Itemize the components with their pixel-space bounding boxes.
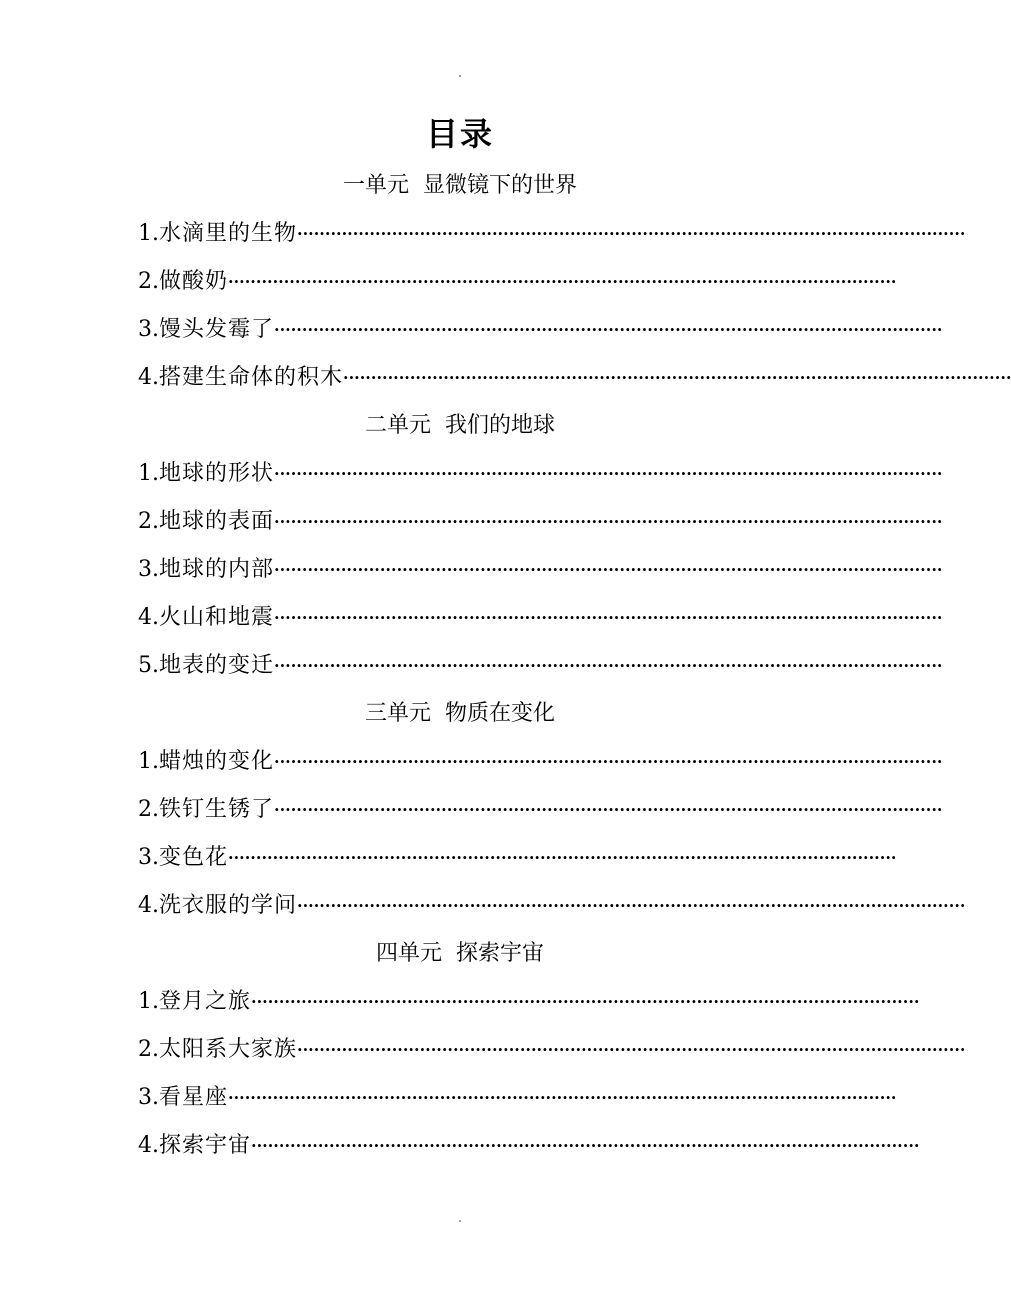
entry-number: 3. (138, 1085, 159, 1110)
entry-label: 地球的内部 (159, 557, 275, 582)
entry-label: 探索宇宙 (159, 1133, 252, 1158)
entry-number: 1. (138, 989, 159, 1014)
entry-label: 登月之旅 (159, 989, 252, 1014)
dot-leader: ························································································································ (274, 320, 943, 339)
entry-number: 4. (138, 893, 159, 918)
toc-entry[interactable] (138, 642, 943, 690)
entry-number: 1. (138, 221, 159, 246)
unit-heading: 二单元 我们的地球 (365, 413, 555, 438)
dot-leader: ························································································································ (228, 1088, 897, 1107)
entry-number: 3. (138, 317, 159, 342)
entry-number: 4. (138, 1133, 159, 1158)
toc-entry[interactable] (138, 450, 943, 498)
dot-leader: ························································································································ (274, 464, 943, 483)
toc-entry[interactable] (138, 354, 1011, 402)
unit-heading: 四单元 探索宇宙 (376, 941, 544, 966)
dot-leader: ························································································································ (297, 1040, 966, 1059)
toc-unit-2 (0, 402, 943, 690)
toc-unit-3 (0, 690, 966, 930)
table-of-contents (0, 112, 1011, 1170)
toc-entry[interactable] (138, 498, 943, 546)
page-footer-dot (459, 1220, 461, 1222)
toc-unit-1 (0, 162, 1011, 402)
entry-number: 3. (138, 557, 159, 582)
dot-leader: ························································································································ (297, 896, 966, 915)
entry-number: 2. (138, 509, 159, 534)
entry-number: 1. (138, 461, 159, 486)
entry-label: 蜡烛的变化 (159, 749, 275, 774)
toc-entry[interactable] (138, 594, 943, 642)
toc-unit-4 (0, 930, 966, 1170)
entry-label: 搭建生命体的积木 (159, 365, 344, 390)
entry-label: 馒头发霉了 (159, 317, 275, 342)
entry-label: 太阳系大家族 (159, 1037, 298, 1062)
entry-number: 2. (138, 797, 159, 822)
entry-label: 地球的形状 (159, 461, 275, 486)
entry-number: 4. (138, 365, 159, 390)
toc-entry[interactable] (138, 306, 943, 354)
toc-entry[interactable] (138, 882, 966, 930)
entry-label: 做酸奶 (159, 269, 229, 294)
entry-number: 4. (138, 605, 159, 630)
toc-entry[interactable] (138, 786, 943, 834)
entry-number: 1. (138, 749, 159, 774)
dot-leader: ························································································································ (343, 368, 1011, 387)
toc-entry[interactable] (138, 1122, 920, 1170)
entry-number: 2. (138, 269, 159, 294)
entry-label: 地球的表面 (159, 509, 275, 534)
page-header-dot (459, 75, 461, 77)
dot-leader: ························································································································ (228, 848, 897, 867)
entry-number: 5. (138, 653, 159, 678)
toc-entry[interactable] (138, 546, 943, 594)
entry-label: 洗衣服的学问 (159, 893, 298, 918)
toc-entry[interactable] (138, 210, 966, 258)
dot-leader: ························································································································ (274, 512, 943, 531)
toc-entry[interactable] (138, 978, 920, 1026)
toc-title: 目录 (425, 115, 494, 153)
dot-leader: ························································································································ (297, 224, 966, 243)
dot-leader: ························································································································ (274, 752, 943, 771)
entry-label: 地表的变迁 (159, 653, 275, 678)
toc-entry[interactable] (138, 834, 897, 882)
toc-entry[interactable] (138, 738, 943, 786)
dot-leader: ························································································································ (251, 992, 920, 1011)
unit-heading: 一单元 显微镜下的世界 (343, 173, 577, 198)
dot-leader: ························································································································ (274, 560, 943, 579)
entry-label: 铁钉生锈了 (159, 797, 275, 822)
toc-entry[interactable] (138, 1074, 897, 1122)
dot-leader: ························································································································ (274, 608, 943, 627)
dot-leader: ························································································································ (274, 656, 943, 675)
dot-leader: ························································································································ (228, 272, 897, 291)
entry-label: 看星座 (159, 1085, 229, 1110)
entry-number: 2. (138, 1037, 159, 1062)
entry-label: 变色花 (159, 845, 229, 870)
entry-label: 火山和地震 (159, 605, 275, 630)
dot-leader: ························································································································ (274, 800, 943, 819)
entry-number: 3. (138, 845, 159, 870)
toc-entry[interactable] (138, 1026, 966, 1074)
toc-entry[interactable] (138, 258, 897, 306)
entry-label: 水滴里的生物 (159, 221, 298, 246)
dot-leader: ························································································································ (251, 1136, 920, 1155)
unit-heading: 三单元 物质在变化 (365, 701, 555, 726)
